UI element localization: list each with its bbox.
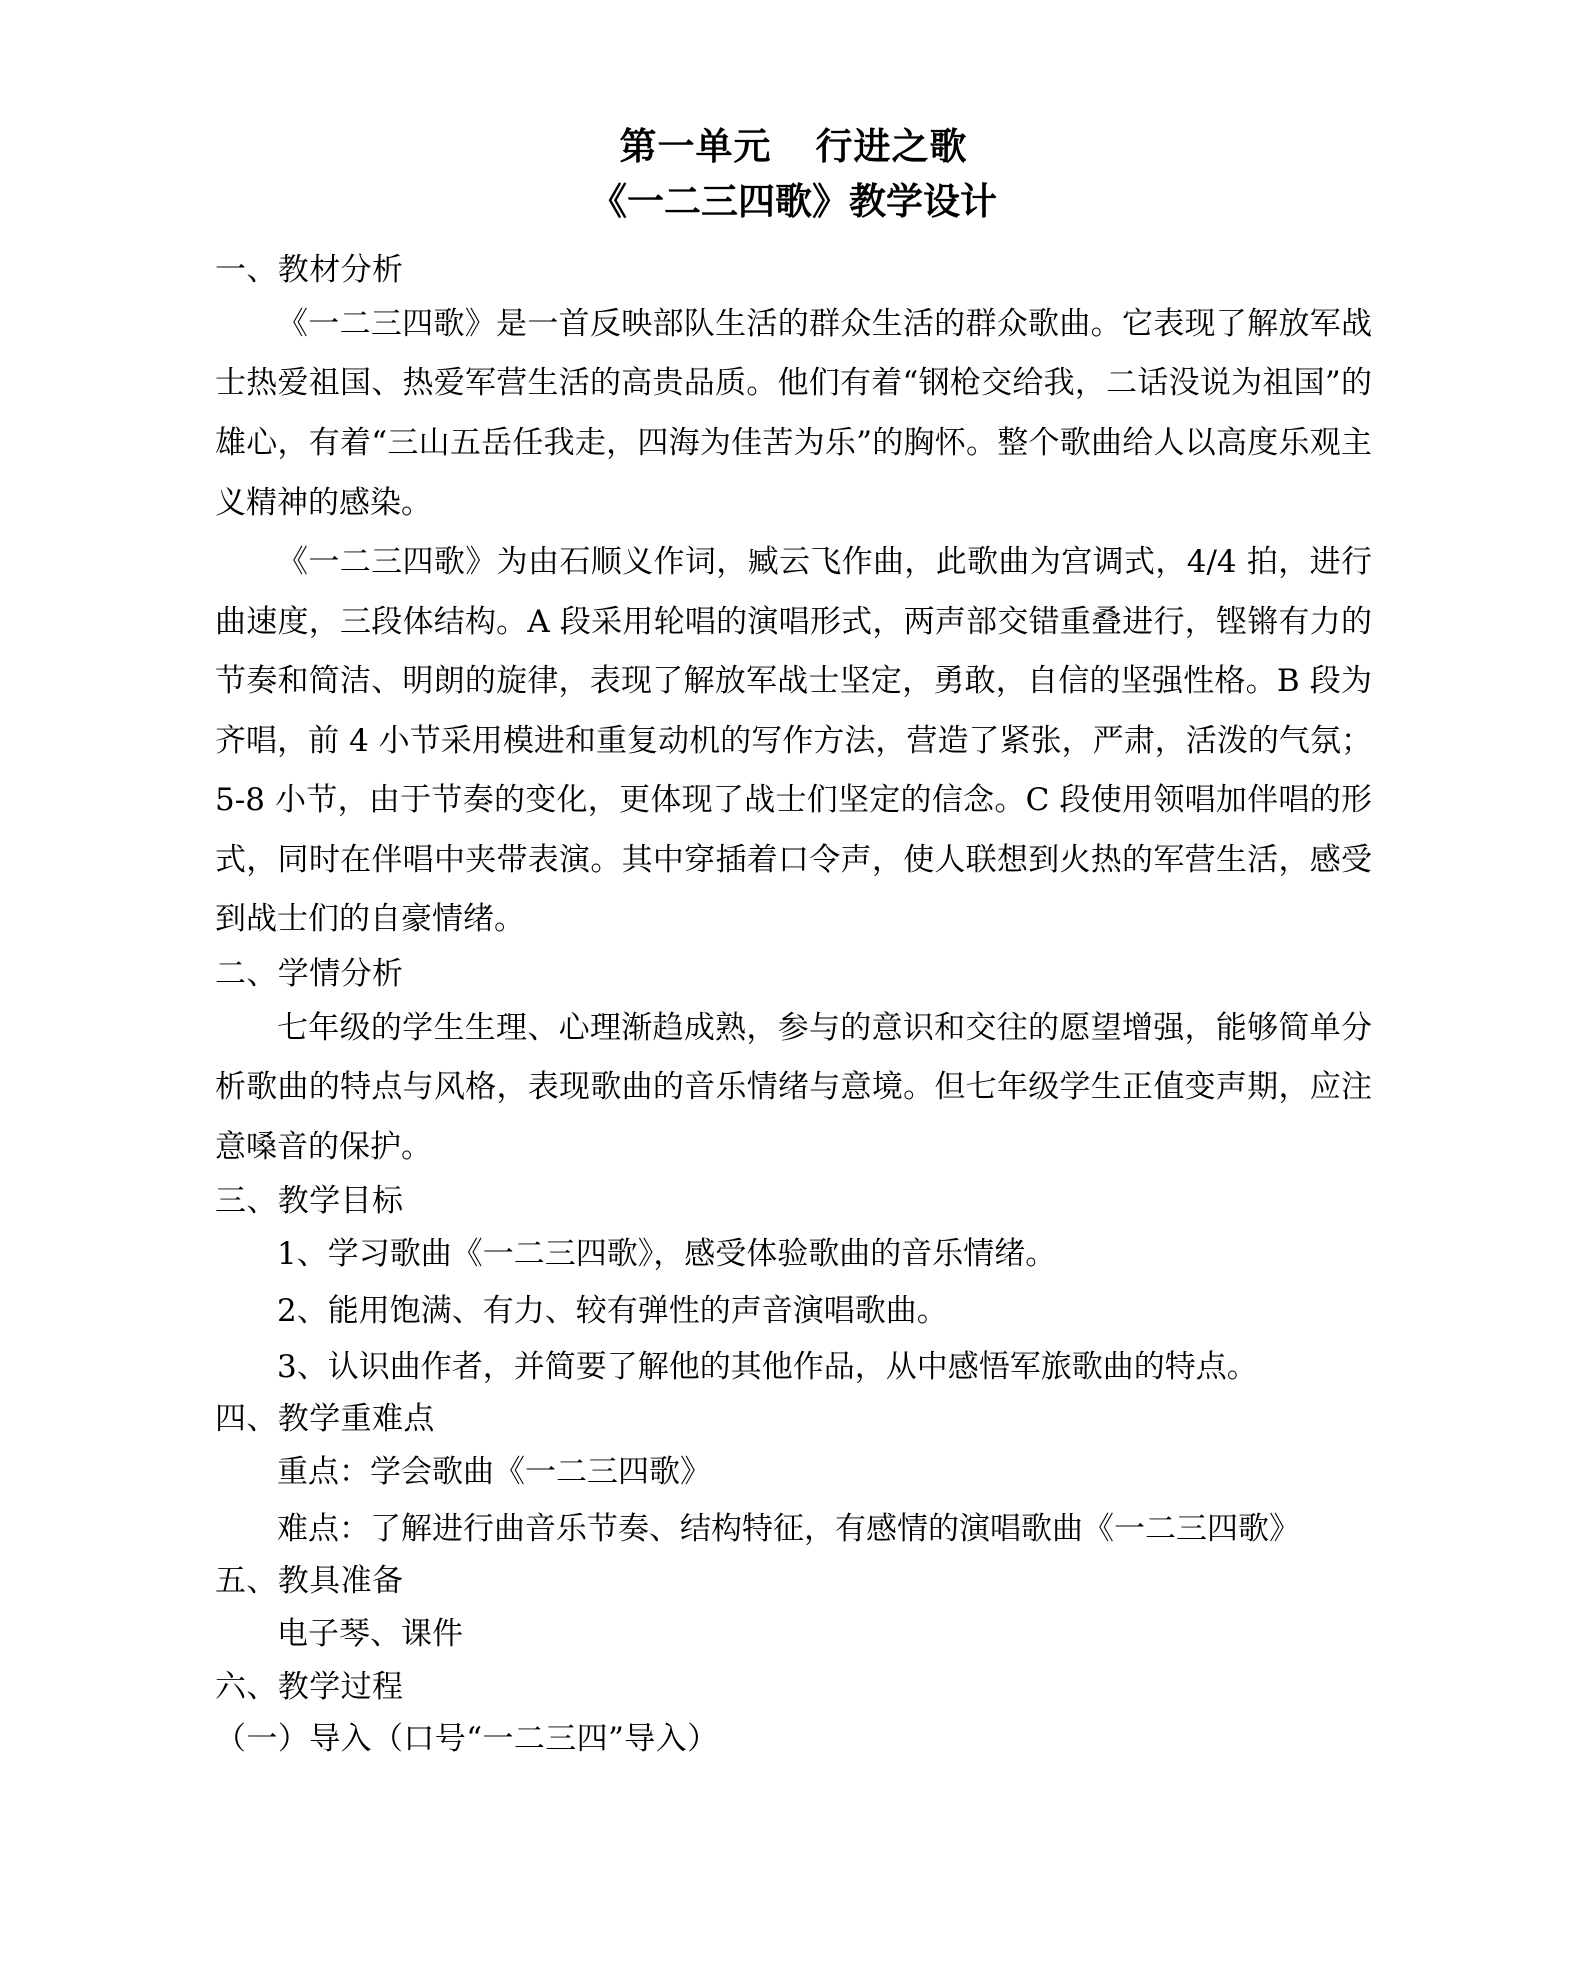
teaching-aids-item: 电子琴、课件 xyxy=(277,1616,463,1653)
section-heading-6: 六、教学过程 xyxy=(215,1668,404,1705)
section-heading-4: 四、教学重难点 xyxy=(215,1401,435,1438)
title-unit: 第一单元 xyxy=(619,124,772,168)
objective-item-2: 2、能用饱满、有力、较有弹性的声音演唱歌曲。 xyxy=(277,1292,948,1329)
section-heading-1: 一、教材分析 xyxy=(215,252,404,288)
key-point-item: 重点：学会歌曲《一二三四歌》 xyxy=(277,1454,711,1491)
page-title xyxy=(215,118,1372,168)
section-1-paragraph-1: 《一二三四歌》是一首反映部队生活的群众生活的群众歌曲。它表现了解放军战士热爱祖国、热爱军营生活的高贵品质。他们有着“钢枪交给我，二话没说为祖国”的雄心，有着“三山五岳任我走，四海为佳苦为乐”的胸怀。整个歌曲给人以高度乐观主义精神的感染。 xyxy=(215,305,1372,521)
difficult-point-item: 难点：了解进行曲音乐节奏、结构特征，有感情的演唱歌曲《一二三四歌》 xyxy=(277,1510,1300,1547)
section-2-paragraph-1: 七年级的学生生理、心理渐趋成熟，参与的意识和交往的愿望增强，能够简单分析歌曲的特点与风格，表现歌曲的音乐情绪与意境。但七年级学生正值变声期，应注意嗓音的保护。 xyxy=(215,1009,1372,1165)
section-heading-2: 二、学情分析 xyxy=(215,955,404,992)
section-heading-3: 三、教学目标 xyxy=(215,1183,404,1220)
title-song: 行进之歌 xyxy=(815,124,968,168)
process-step-1: （一）导入（口号“一二三四”导入） xyxy=(215,1721,719,1758)
section-1-paragraph-2: 《一二三四歌》为由石顺义作词，臧云飞作曲，此歌曲为宫调式，4/4 拍，进行曲速度，三段体结构。A 段采用轮唱的演唱形式，两声部交错重叠进行，铿锵有力的节奏和简洁、明朗的旋律，表现了解放军战士坚定，勇敢，自信的坚强性格。B 段为齐唱，前 4 小节采用模进和重复动机的写作方法，营造了紧张，严肃，活泼的气氛；5-8 小节，由于节奏的变化，更体现了战士们坚定的信念。C 段使用领唱加伴唱的形式，同时在伴唱中夹带表演。其中穿插着口令声，使人联想到火热的军营生活，感受到战士们的自豪情绪。 xyxy=(215,544,1372,938)
objective-item-3: 3、认识曲作者，并简要了解他的其他作品，从中感悟军旅歌曲的特点。 xyxy=(277,1348,1258,1385)
objective-item-1: 1、学习歌曲《一二三四歌》，感受体验歌曲的音乐情绪。 xyxy=(277,1236,1057,1273)
page-subtitle: 《一二三四歌》教学设计 xyxy=(590,179,997,223)
section-heading-5: 五、教具准备 xyxy=(215,1563,404,1600)
